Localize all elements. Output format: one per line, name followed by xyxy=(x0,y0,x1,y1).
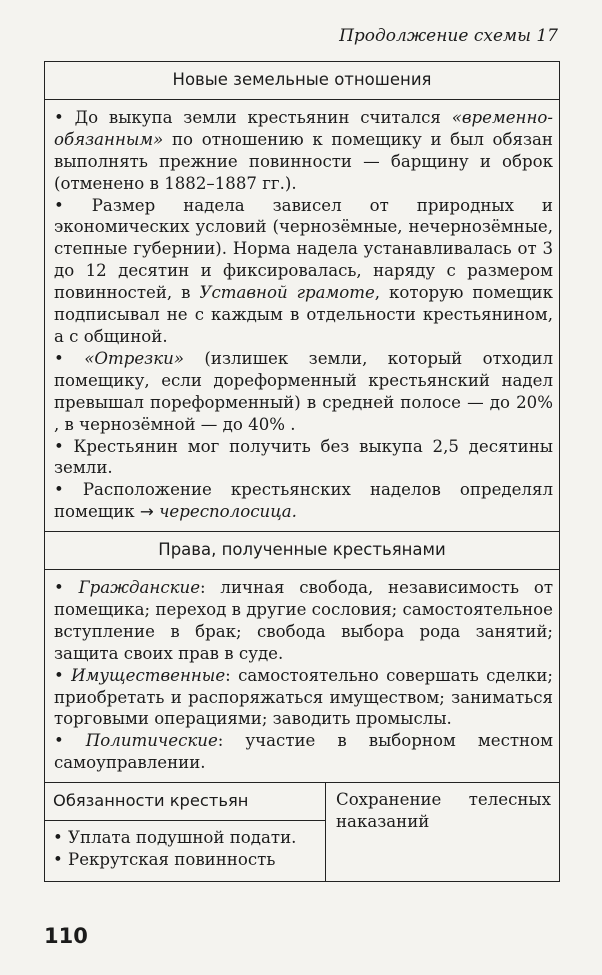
arrow-right-icon: → xyxy=(139,502,154,522)
duty-poll-tax: • Уплата подушной подати. xyxy=(53,828,297,848)
bullet-civil-rights: • Гражданские: личная свобода, независимость от помещика; переход в другие сословия; самостоятельное вступление в брак; свобода выбора рода занятий; защита своих прав в суде. xyxy=(54,578,554,663)
corporal-punishment-cell: Сохранение телесных наказаний xyxy=(336,790,551,832)
scheme-table xyxy=(44,61,560,882)
bullet-free-land: • Крестьянин мог получить без выкупа 2,5 десятины земли. xyxy=(54,436,553,478)
continuation-title: Продолжение схемы 17 xyxy=(339,26,558,46)
duties-cell xyxy=(45,783,326,881)
land-relations-body xyxy=(45,100,559,532)
page-number: 110 xyxy=(44,924,88,948)
section-title-land-relations: Новые земельные отношения xyxy=(45,62,559,100)
duties-row xyxy=(45,783,559,881)
duties-list xyxy=(45,821,325,881)
rights-body xyxy=(45,570,559,783)
section-title-rights: Права, полученные крестьянами xyxy=(45,532,559,570)
duty-recruitment: • Рекрутская повинность xyxy=(53,850,276,869)
bullet-property-rights: • Имущественные: самостоятельно совершать сделки; приобретать и распоряжаться имуществом; заниматься торговыми операциями; заводить промыслы. xyxy=(54,665,553,729)
bullet-allotment-size: • Размер надела зависел от природных и экономических условий (чернозёмные, нечернозёмные, степные губернии). Норма надела устанавливалась от 3 до 12 десятин и фиксировалась, наряду с размером повинностей, в Уставной грамоте, которую помещик подписывал не с каждым в отдельности крестьянином, а с общиной. xyxy=(54,195,553,346)
bullet-temporary-obliged: • До выкупа земли крестьянин считался «временно-обязанным» по отношению к помещику и был обязан выполнять прежние повинности — барщину и оброк (отменено в 1882–1887 гг.). xyxy=(54,107,553,193)
bullet-cut-offs: • «Отрезки» (излишек земли, который отходил помещику, если дореформенный крестьянский надел превышал пореформенный) в средней полосе — до 20% , в чернозёмной — до 40% . xyxy=(54,348,553,434)
duties-title: Обязанности крестьян xyxy=(45,783,325,821)
bullet-political-rights: • Политические: участие в выборном местном самоуправлении. xyxy=(54,731,554,773)
bullet-strip-farming: • Расположение крестьянских наделов определял помещик → чересполосица. xyxy=(54,480,553,522)
